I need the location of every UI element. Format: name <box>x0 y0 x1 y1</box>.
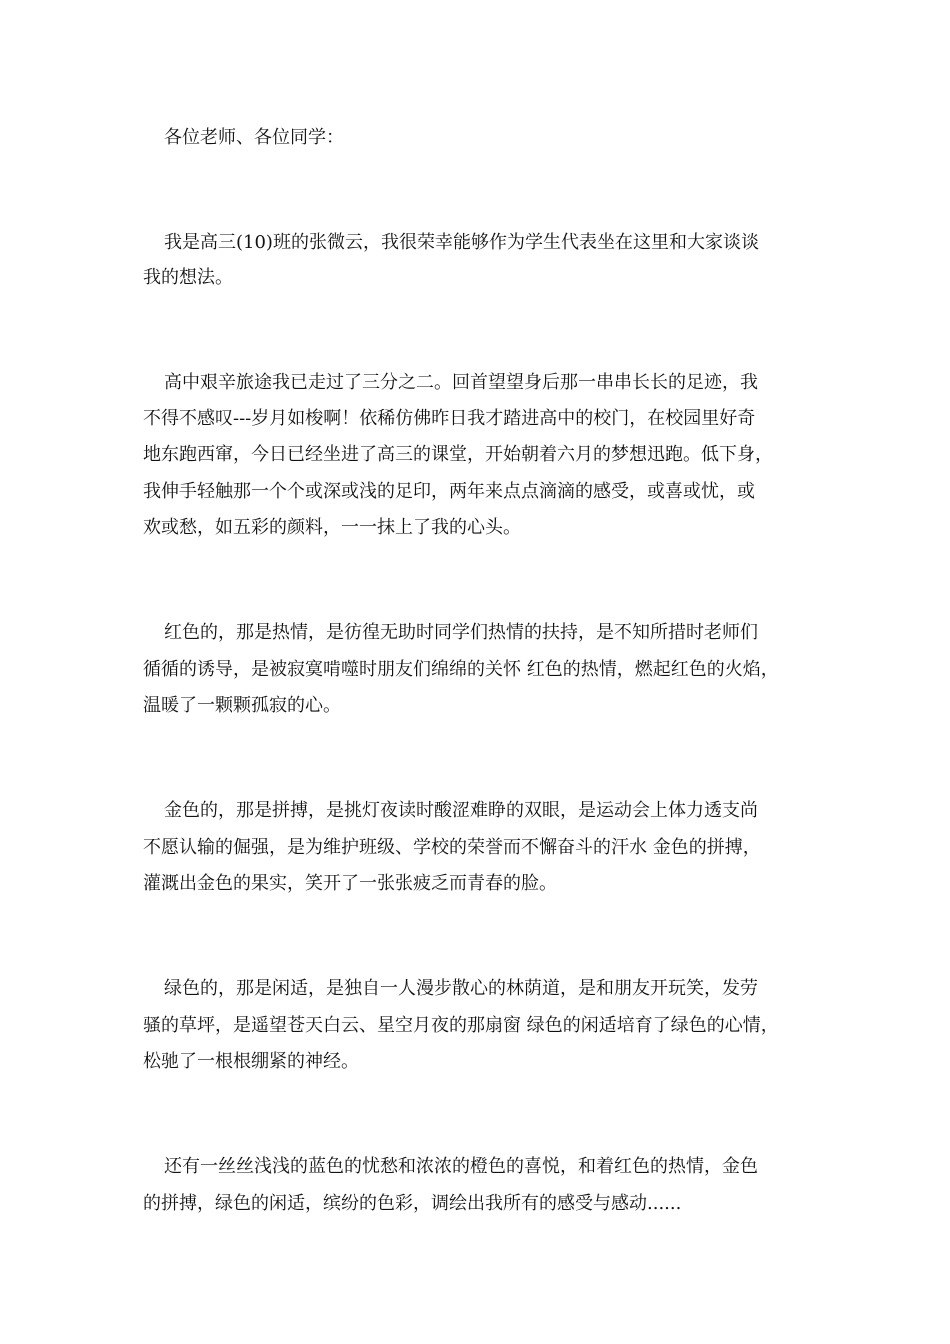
paragraph-2-line-4: 我伸手轻触那一个个或深或浅的足印，两年来点点滴滴的感受，或喜或忧，或 <box>143 481 755 502</box>
paragraph-5-line-3: 松驰了一根根绷紧的神经。 <box>143 1051 359 1072</box>
paragraph-3-line-3: 温暖了一颗颗孤寂的心。 <box>143 695 341 716</box>
greeting: 各位老师、各位同学： <box>164 127 344 148</box>
paragraph-6-line-2: 的拼搏，绿色的闲适，缤纷的色彩，调绘出我所有的感受与感动...... <box>143 1193 682 1214</box>
paragraph-4-line-3: 灌溉出金色的果实，笑开了一张张疲乏而青春的脸。 <box>143 873 557 894</box>
paragraph-3-line-1: 红色的，那是热情，是彷徨无助时同学们热情的扶持，是不知所措时老师们 <box>164 622 758 643</box>
paragraph-4-line-2: 不愿认输的倔强，是为维护班级、学校的荣誉而不懈奋斗的汗水 金色的拼搏， <box>143 837 761 858</box>
paragraph-2-line-3: 地东跑西窜，今日已经坐进了高三的课堂，开始朝着六月的梦想迅跑。低下身， <box>143 444 773 465</box>
paragraph-2-line-1: 高中艰辛旅途我已走过了三分之二。回首望望身后那一串串长长的足迹，我 <box>164 372 758 393</box>
paragraph-5-line-1: 绿色的，那是闲适，是独自一人漫步散心的林荫道，是和朋友开玩笑，发劳 <box>164 978 758 999</box>
paragraph-1-line-2: 我的想法。 <box>143 267 233 288</box>
paragraph-2-line-2: 不得不感叹---岁月如梭啊！依稀仿佛昨日我才踏进高中的校门，在校园里好奇 <box>143 408 756 429</box>
paragraph-3-line-2: 循循的诱导，是被寂寞啃噬时朋友们绵绵的关怀 红色的热情，燃起红色的火焰， <box>143 659 779 680</box>
paragraph-5-line-2: 骚的草坪，是遥望苍天白云、星空月夜的那扇窗 绿色的闲适培育了绿色的心情， <box>143 1015 779 1036</box>
paragraph-1-line-1: 我是高三(10)班的张微云，我很荣幸能够作为学生代表坐在这里和大家谈谈 <box>164 232 759 253</box>
paragraph-2-line-5: 欢或愁，如五彩的颜料，一一抹上了我的心头。 <box>143 517 521 538</box>
paragraph-6-line-1: 还有一丝丝浅浅的蓝色的忧愁和浓浓的橙色的喜悦，和着红色的热情，金色 <box>164 1156 758 1177</box>
paragraph-4-line-1: 金色的，那是拼搏，是挑灯夜读时酸涩难睁的双眼，是运动会上体力透支尚 <box>164 800 758 821</box>
